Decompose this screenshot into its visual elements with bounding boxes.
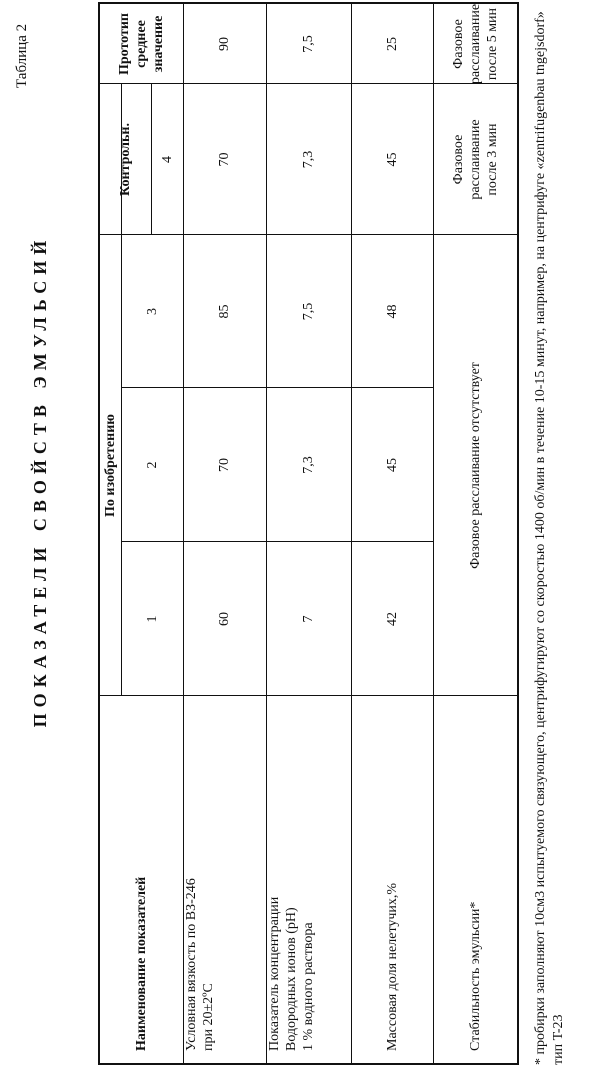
table-cell: 7,3: [301, 150, 316, 169]
stability-control-line1: Фазовое: [450, 134, 466, 185]
table-cell: 45: [384, 458, 400, 472]
table-cell: 25: [384, 37, 400, 51]
header-control: Контрольн.: [118, 123, 133, 196]
row-nonvolatile-name: Массовая доля нелетучих,%: [384, 882, 400, 1051]
table-cell: 42: [384, 612, 400, 626]
stability-control-line3: после 3 мин: [484, 123, 500, 196]
row-ph-name-line1: Показатель концентрации: [267, 896, 282, 1051]
header-prototype-line2: среднее значение: [134, 15, 166, 73]
stability-control-cell: [433, 84, 517, 235]
row-ph-name-line2: Водородных ионов (pH): [284, 907, 299, 1051]
header-invention: По изобретению: [103, 414, 118, 517]
footnote: * пробирки заполняют 10см3 испытуемого связующего, центрифугируют со скоростью 1400 об/мин в течение 10-15 минут, например, на центрифуге «zentrifugenbau tngejsdorf» тип T-23: [533, 11, 566, 1065]
stability-prototype-line2: расслаивание: [467, 3, 483, 85]
row-stability-name: Стабильность эмульсии*: [467, 901, 483, 1051]
page-title: ПОКАЗАТЕЛИ СВОЙСТВ ЭМУЛЬСИЙ: [30, 234, 50, 728]
header-prototype-line1: Прототип: [117, 13, 132, 76]
row-ph-name: [266, 696, 351, 1063]
stability-prototype-line3: после 5 мин: [484, 7, 500, 81]
table-cell: 70: [217, 152, 232, 167]
stability-merged-cell: Фазовое расслаивание отсутствует: [467, 362, 483, 569]
table-cell: 7: [301, 615, 316, 623]
header-name: Наименование показателей: [134, 876, 149, 1051]
table-cell: 70: [217, 458, 232, 472]
subheader-1: 1: [144, 615, 160, 623]
table-cell: 90: [217, 37, 232, 51]
properties-table: [98, 2, 519, 1065]
table-cell: 7,5: [301, 35, 316, 53]
stability-control-line2: расслаивание: [467, 119, 483, 200]
stability-prototype-cell: [433, 4, 517, 84]
table-cell: 48: [384, 304, 400, 319]
table-cell: 60: [217, 612, 232, 626]
table-cell: 7,5: [301, 302, 316, 321]
stability-prototype-line1: Фазовое: [450, 19, 466, 69]
header-prototype: [100, 4, 183, 84]
subheader-4: 4: [159, 156, 175, 163]
row-viscosity-name: [183, 696, 266, 1063]
table-cell: 7,3: [301, 456, 316, 474]
row-viscosity-name-line1: Условная вязкость по ВЗ-246: [184, 878, 199, 1051]
table-number: Таблица 2: [14, 23, 30, 88]
subheader-3: 3: [144, 308, 160, 315]
table-cell: 45: [384, 152, 400, 167]
row-ph-name-line3: 1 % водного раствора: [301, 922, 316, 1051]
row-viscosity-name-line2: при 20±2ºC: [201, 983, 216, 1051]
subheader-2: 2: [144, 461, 160, 469]
table-cell: 85: [217, 304, 232, 319]
